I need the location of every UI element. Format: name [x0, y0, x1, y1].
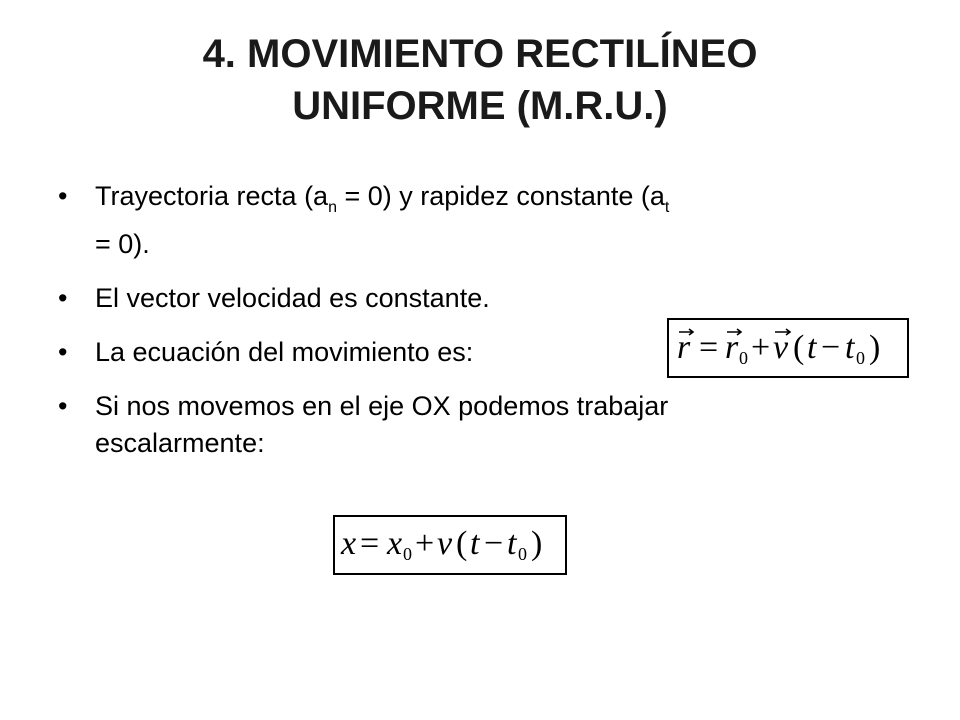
- scalar-equation-box: [333, 515, 567, 575]
- bullet-item-scalar: [58, 388, 918, 462]
- eq-symbol-x: x: [341, 525, 357, 562]
- bullet-text-part: = 0).: [95, 229, 150, 259]
- eq-symbol-r0: r: [725, 329, 739, 366]
- bullet-text-line-1: Si nos movemos en el eje OX podemos trabajar: [95, 391, 669, 421]
- eq-symbol-v: v: [437, 525, 453, 562]
- eq-symbol-r: r: [677, 329, 691, 366]
- bullet-item-trajectory: [58, 178, 918, 263]
- bullet-icon: •: [58, 391, 68, 421]
- eq-symbol-plus: +: [415, 525, 435, 562]
- bullet-item-velocity: [58, 280, 918, 317]
- eq-subscript-0: 0: [518, 544, 527, 564]
- bullet-text: El vector velocidad es constante.: [95, 283, 490, 313]
- bullet-text: La ecuación del movimiento es:: [95, 337, 474, 367]
- title-line-2: UNIFORME (M.R.U.): [292, 84, 668, 128]
- eq-symbol-minus: −: [484, 525, 504, 562]
- bullet-text-part: Trayectoria recta (a: [95, 181, 329, 211]
- slide-title: [60, 28, 900, 132]
- eq-symbol-rparen: ): [869, 329, 881, 366]
- eq-subscript-0: 0: [739, 348, 748, 368]
- subscript: n: [328, 199, 337, 216]
- eq-symbol-equals: =: [699, 329, 719, 366]
- bullet-icon: •: [58, 337, 68, 367]
- eq-symbol-minus: −: [821, 329, 841, 366]
- bullet-icon: •: [58, 283, 68, 313]
- eq-symbol-rparen: ): [531, 525, 543, 562]
- bullet-icon: •: [58, 181, 68, 211]
- scalar-equation: [335, 517, 561, 569]
- title-line-1: 4. MOVIMIENTO RECTILÍNEO: [202, 32, 758, 76]
- eq-subscript-0: 0: [856, 348, 865, 368]
- vector-equation-box: [667, 318, 909, 378]
- bullet-text-line-2: escalarmente:: [95, 428, 265, 458]
- eq-symbol-t0: t: [507, 525, 517, 562]
- vector-equation: [669, 320, 903, 372]
- eq-symbol-lparen: (: [456, 525, 468, 562]
- eq-symbol-v: v: [773, 329, 789, 366]
- eq-symbol-lparen: (: [793, 329, 805, 366]
- eq-symbol-equals: =: [360, 525, 380, 562]
- eq-subscript-0: 0: [403, 544, 412, 564]
- bullet-text-part: = 0) y rapidez constante (a: [336, 181, 665, 211]
- eq-symbol-plus: +: [751, 329, 771, 366]
- subscript: t: [664, 199, 670, 216]
- eq-symbol-t: t: [807, 329, 817, 366]
- eq-symbol-t: t: [470, 525, 480, 562]
- eq-symbol-x0: x: [387, 525, 403, 562]
- eq-symbol-t0: t: [845, 329, 855, 366]
